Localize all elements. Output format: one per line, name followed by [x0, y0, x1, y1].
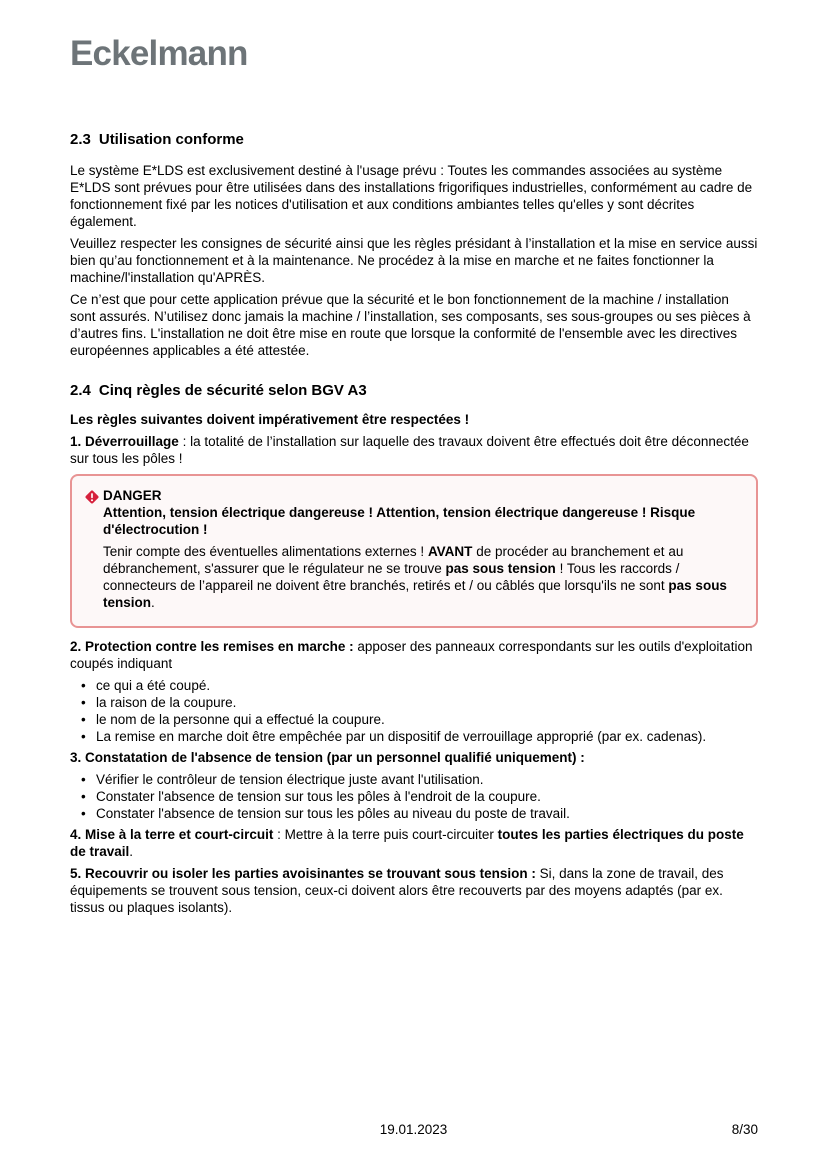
text-run: .: [129, 844, 134, 859]
bullet-item: • Constater l'absence de tension sur tous les pôles à l'endroit de la coupure.: [81, 788, 758, 805]
text-run: Tenir compte des éventuelles alimentations externes !: [103, 544, 428, 559]
rule-1-unlocking: [70, 433, 758, 467]
footer-page-number: 8/30: [731, 1122, 758, 1137]
text-run: : Mettre à la terre puis court-circuiter: [273, 827, 498, 842]
rules-intro: Les règles suivantes doivent impérativement être respectées !: [70, 412, 470, 427]
text-run: .: [151, 595, 155, 610]
text-run: 2. Protection contre les remises en marche :: [70, 639, 354, 654]
danger-box: [70, 474, 758, 628]
text-run: toutes les parties électriques du poste de travail: [70, 827, 744, 859]
bullet-item: • ce qui a été coupé.: [81, 677, 758, 694]
eckelmann-logo: Eckelmann: [70, 34, 248, 73]
rule-5-covering: [70, 865, 758, 916]
text-run: de procéder au branchement et au débranchement, s'assurer que le régulateur ne se trouve: [103, 544, 684, 576]
section-2-4-number: 2.4: [70, 382, 91, 399]
text-run: ! Tous les raccords / connecteurs de l’appareil ne doivent être branchés, retirés et / ou câblés que lorsqu'ils ne sont: [103, 561, 680, 593]
rule-2-restart-protection: [70, 638, 758, 672]
paragraph-usage-3: Ce n’est que pour cette application prévue que la sécurité et le bon fonctionnement de la machine / installation sont assurés. N’utilisez donc jamais la machine / l’installation, ses composants, ses sous-groupes ou ses pièces à d’autres fins. L'installation ne doit être mise en route que lorsque la conformité de l'ensemble avec les directives européennes applicables a été attestée.: [70, 292, 751, 358]
rule-3-bullet-list: [70, 771, 758, 822]
bullet-item: • le nom de la personne qui a effectué la coupure.: [81, 711, 758, 728]
text-run: pas sous tension: [445, 561, 556, 576]
text-run: 4. Mise à la terre et court-circuit: [70, 827, 274, 842]
text-run: 5. Recouvrir ou isoler les parties avoisinantes se trouvant sous tension :: [70, 866, 536, 881]
text-run: : la totalité de l’installation sur laquelle des travaux doivent être effectués doit être déconnectée sur tous les pôles !: [70, 434, 749, 466]
section-2-3-number: 2.3: [70, 131, 91, 148]
section-2-4-heading: [70, 382, 758, 400]
paragraph-usage-2: Veuillez respecter les consignes de sécurité ainsi que les règles présidant à l’installation et la mise en service aussi bien qu’au fonctionnement et à la maintenance. Ne procédez à la mise en marche et ne faites fonctionner la machine/l'installation qu'APRÈS.: [70, 236, 758, 285]
rule-3-voltage-check: [70, 749, 758, 766]
section-2-4-title: Cinq règles de sécurité selon BGV A3: [98, 382, 367, 399]
bullet-item: • Vérifier le contrôleur de tension électrique juste avant l'utilisation.: [81, 771, 758, 788]
text-run: apposer des panneaux correspondants sur les outils d'exploitation coupés indiquant: [70, 639, 753, 671]
text-run: 3. Constatation de l'absence de tension (par un personnel qualifié uniquement) :: [70, 750, 585, 765]
danger-body-text: [103, 543, 740, 611]
alert-diamond-icon: [84, 489, 100, 505]
danger-label: DANGER: [103, 488, 162, 503]
text-run: 1. Déverrouillage: [70, 434, 179, 449]
rule-4-grounding: [70, 826, 758, 860]
text-run: pas sous tension: [103, 578, 727, 610]
bullet-item: • La remise en marche doit être empêchée par un dispositif de verrouillage approprié (par ex. cadenas).: [81, 728, 758, 745]
section-2-3-heading: [70, 131, 758, 149]
page-footer: [0, 1121, 827, 1141]
text-run: AVANT: [427, 544, 473, 559]
section-2-3-title: Utilisation conforme: [98, 131, 244, 148]
bullet-item: • Constater l'absence de tension sur tous les pôles au niveau du poste de travail.: [81, 805, 758, 822]
text-run: Si, dans la zone de travail, des équipements se trouvent sous tension, ceux-ci doivent alors être recouverts par des moyens adaptés (par ex. tissus ou plaques isolants).: [70, 866, 724, 915]
footer-date: 19.01.2023: [379, 1122, 448, 1137]
bullet-item: • la raison de la coupure.: [81, 694, 758, 711]
rule-2-bullet-list: [70, 677, 758, 745]
danger-title: Attention, tension électrique dangereuse ! Attention, tension électrique dangereuse ! Risque d'électrocution !: [103, 505, 696, 537]
paragraph-usage-1: Le système E*LDS est exclusivement destiné à l'usage prévu : Toutes les commandes associées au système E*LDS sont prévues pour être utilisées dans des installations frigorifiques industrielles, conformément au cadre de fonctionnement fixé par les notices d'utilisation et aux conditions ambiantes telles qu'elles y sont décrites également.: [70, 163, 753, 229]
